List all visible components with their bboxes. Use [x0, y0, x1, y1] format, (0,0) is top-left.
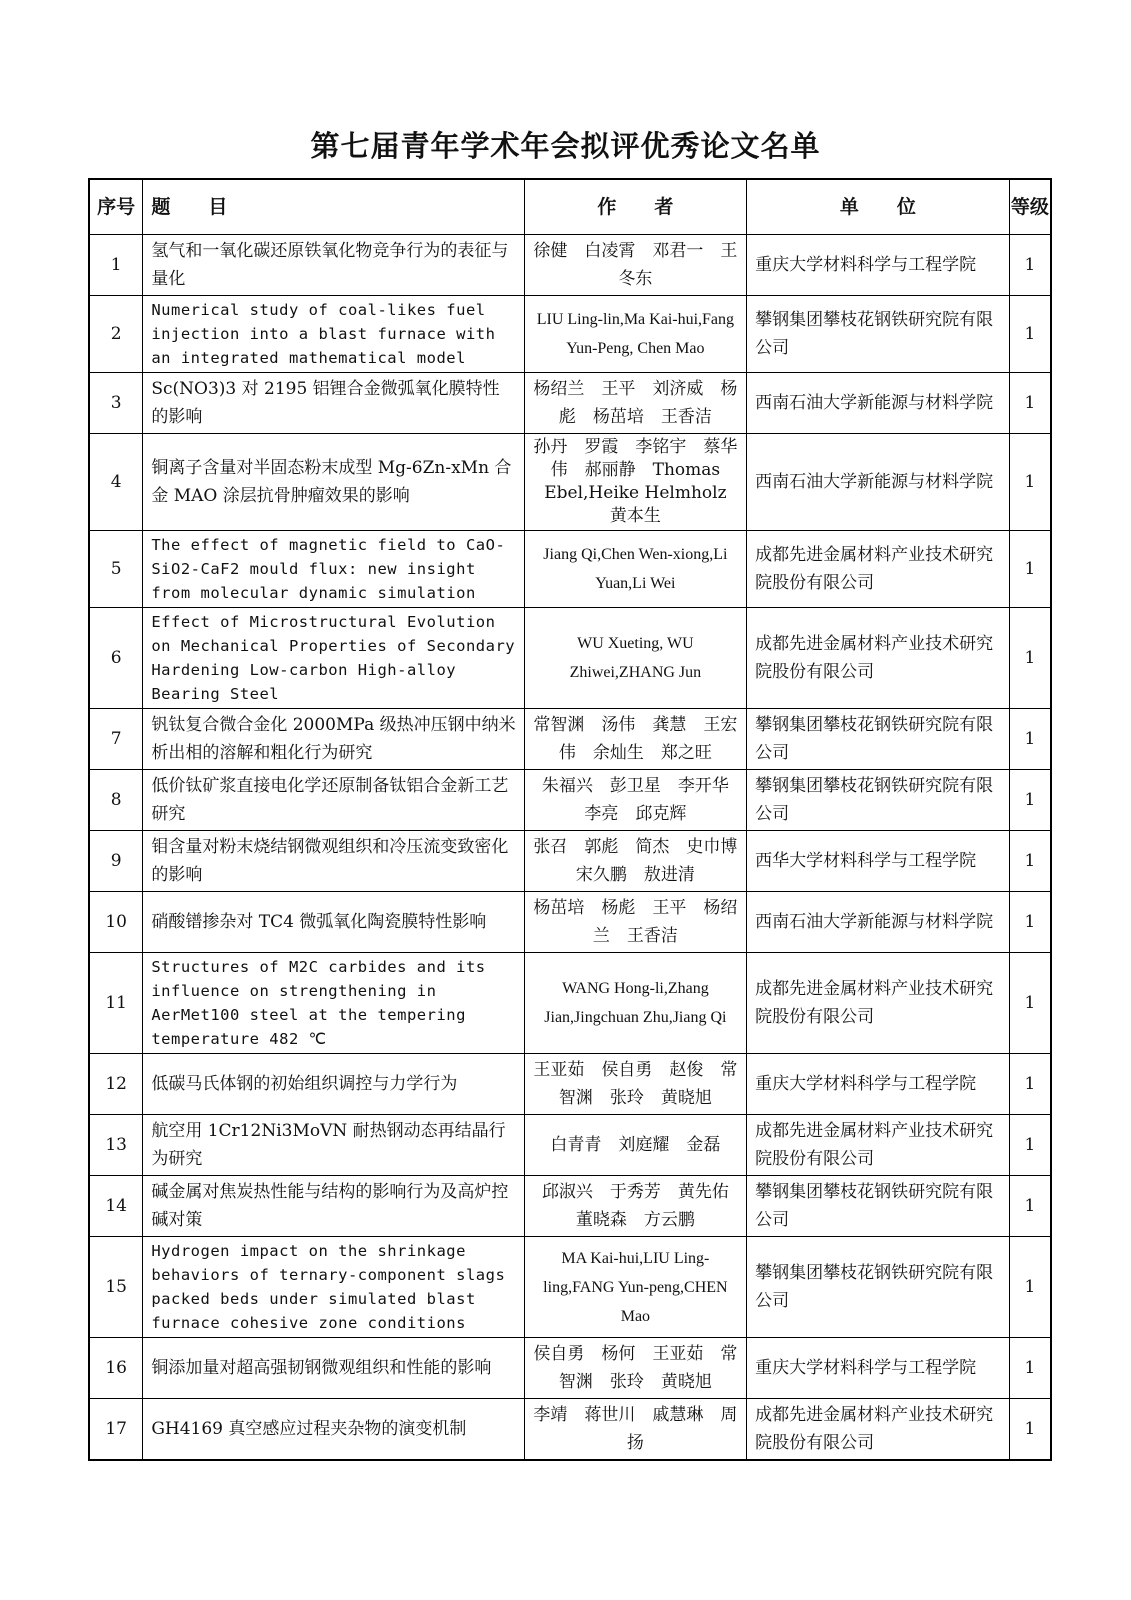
row-title: GH4169 真空感应过程夹杂物的演变机制 [143, 1399, 524, 1461]
row-authors: 王亚茹 侯自勇 赵俊 常智渊 张玲 黄晓旭 [524, 1054, 746, 1115]
row-no: 7 [89, 709, 143, 770]
table-row [89, 1176, 1051, 1237]
row-authors: 杨绍兰 王平 刘济威 杨彪 杨茁培 王香洁 [524, 373, 746, 434]
row-authors: Jiang Qi,Chen Wen-xiong,Li Yuan,Li Wei [524, 531, 746, 608]
row-unit: 西南石油大学新能源与材料学院 [747, 434, 1010, 531]
row-no: 6 [89, 608, 143, 709]
row-unit: 西南石油大学新能源与材料学院 [747, 373, 1010, 434]
table-row [89, 953, 1051, 1054]
row-no: 13 [89, 1115, 143, 1176]
row-authors: 李靖 蒋世川 戚慧琳 周扬 [524, 1399, 746, 1461]
row-no: 8 [89, 770, 143, 831]
page-title: 第七届青年学术年会拟评优秀论文名单 [310, 129, 821, 163]
row-no: 2 [89, 296, 143, 373]
row-title: 钼含量对粉末烧结钢微观组织和冷压流变致密化的影响 [143, 831, 524, 892]
row-title: 低价钛矿浆直接电化学还原制备钛铝合金新工艺研究 [143, 770, 524, 831]
row-title: 航空用 1Cr12Ni3MoVN 耐热钢动态再结晶行为研究 [143, 1115, 524, 1176]
row-authors: MA Kai-hui,LIU Ling-ling,FANG Yun-peng,CHEN Mao [524, 1237, 746, 1338]
table-row [89, 531, 1051, 608]
row-title: Numerical study of coal-likes fuel injection into a blast furnace with an integrated mathematical model [143, 296, 524, 373]
row-title: 铜离子含量对半固态粉末成型 Mg-6Zn-xMn 合金 MAO 涂层抗骨肿瘤效果的影响 [143, 434, 524, 531]
row-unit: 西南石油大学新能源与材料学院 [747, 892, 1010, 953]
row-no: 4 [89, 434, 143, 531]
row-authors: WU Xueting, WU Zhiwei,ZHANG Jun [524, 608, 746, 709]
header-title: 题 目 [143, 179, 524, 235]
row-title: Structures of M2C carbides and its influence on strengthening in AerMet100 steel at the tempering temperature 482 ℃ [143, 953, 524, 1054]
table-row [89, 1338, 1051, 1399]
header-unit: 单 位 [747, 179, 1010, 235]
row-authors: 孙丹 罗霞 李铭宇 蔡华伟 郝丽静 Thomas Ebel,Heike Helmholz 黄本生 [524, 434, 746, 531]
table-row [89, 434, 1051, 531]
row-authors: WANG Hong-li,Zhang Jian,Jingchuan Zhu,Jiang Qi [524, 953, 746, 1054]
row-grade: 1 [1009, 770, 1051, 831]
table-row [89, 770, 1051, 831]
row-unit: 攀钢集团攀枝花钢铁研究院有限公司 [747, 1237, 1010, 1338]
row-no: 14 [89, 1176, 143, 1237]
row-unit: 成都先进金属材料产业技术研究院股份有限公司 [747, 608, 1010, 709]
row-unit: 重庆大学材料科学与工程学院 [747, 1054, 1010, 1115]
row-unit: 攀钢集团攀枝花钢铁研究院有限公司 [747, 296, 1010, 373]
table-row [89, 608, 1051, 709]
row-authors: 朱福兴 彭卫星 李开华 李亮 邱克辉 [524, 770, 746, 831]
row-unit: 攀钢集团攀枝花钢铁研究院有限公司 [747, 1176, 1010, 1237]
award-list-table [88, 178, 1052, 1461]
row-authors: 常智渊 汤伟 龚慧 王宏伟 余灿生 郑之旺 [524, 709, 746, 770]
row-no: 11 [89, 953, 143, 1054]
row-title: 铜添加量对超高强韧钢微观组织和性能的影响 [143, 1338, 524, 1399]
row-title: The effect of magnetic field to CaO-SiO2-CaF2 mould flux: new insight from molecular dynamic simulation [143, 531, 524, 608]
row-unit: 成都先进金属材料产业技术研究院股份有限公司 [747, 1399, 1010, 1461]
row-unit: 成都先进金属材料产业技术研究院股份有限公司 [747, 1115, 1010, 1176]
row-no: 3 [89, 373, 143, 434]
row-no: 5 [89, 531, 143, 608]
row-authors: 邱淑兴 于秀芳 黄先佑 董晓森 方云鹏 [524, 1176, 746, 1237]
row-title: 钒钛复合微合金化 2000MPa 级热冲压钢中纳米析出相的溶解和粗化行为研究 [143, 709, 524, 770]
row-title: Effect of Microstructural Evolution on Mechanical Properties of Secondary Hardening Low-carbon High-alloy Bearing Steel [143, 608, 524, 709]
row-grade: 1 [1009, 608, 1051, 709]
row-grade: 1 [1009, 1115, 1051, 1176]
row-authors: 侯自勇 杨何 王亚茹 常智渊 张玲 黄晓旭 [524, 1338, 746, 1399]
row-authors: 杨茁培 杨彪 王平 杨绍兰 王香洁 [524, 892, 746, 953]
row-grade: 1 [1009, 1338, 1051, 1399]
header-authors: 作 者 [524, 179, 746, 235]
row-unit: 攀钢集团攀枝花钢铁研究院有限公司 [747, 770, 1010, 831]
row-title: Sc(NO3)3 对 2195 铝锂合金微弧氧化膜特性的影响 [143, 373, 524, 434]
row-unit: 西华大学材料科学与工程学院 [747, 831, 1010, 892]
row-grade: 1 [1009, 1237, 1051, 1338]
row-unit: 成都先进金属材料产业技术研究院股份有限公司 [747, 953, 1010, 1054]
row-grade: 1 [1009, 1399, 1051, 1461]
table-row [89, 1399, 1051, 1461]
table-header-row [89, 179, 1051, 235]
row-no: 16 [89, 1338, 143, 1399]
row-grade: 1 [1009, 235, 1051, 296]
row-no: 1 [89, 235, 143, 296]
row-unit: 重庆大学材料科学与工程学院 [747, 1338, 1010, 1399]
row-authors: 张召 郭彪 简杰 史巾博 宋久鹏 敖进清 [524, 831, 746, 892]
row-grade: 1 [1009, 892, 1051, 953]
row-no: 12 [89, 1054, 143, 1115]
row-grade: 1 [1009, 373, 1051, 434]
row-no: 17 [89, 1399, 143, 1461]
row-grade: 1 [1009, 831, 1051, 892]
row-grade: 1 [1009, 434, 1051, 531]
table-row [89, 1237, 1051, 1338]
row-unit: 攀钢集团攀枝花钢铁研究院有限公司 [747, 709, 1010, 770]
row-authors: 徐健 白凌霄 邓君一 王冬东 [524, 235, 746, 296]
row-no: 9 [89, 831, 143, 892]
table-row [89, 296, 1051, 373]
table-row [89, 1115, 1051, 1176]
row-title: 硝酸镨掺杂对 TC4 微弧氧化陶瓷膜特性影响 [143, 892, 524, 953]
table-row [89, 831, 1051, 892]
row-title: 碱金属对焦炭热性能与结构的影响行为及高炉控碱对策 [143, 1176, 524, 1237]
row-grade: 1 [1009, 953, 1051, 1054]
row-grade: 1 [1009, 709, 1051, 770]
header-no: 序号 [89, 179, 143, 235]
row-authors: LIU Ling-lin,Ma Kai-hui,Fang Yun-Peng, Chen Mao [524, 296, 746, 373]
header-grade: 等级 [1009, 179, 1051, 235]
table-row [89, 1054, 1051, 1115]
table-row [89, 373, 1051, 434]
table-row [89, 709, 1051, 770]
row-title: 氢气和一氧化碳还原铁氧化物竞争行为的表征与量化 [143, 235, 524, 296]
table-row [89, 892, 1051, 953]
row-unit: 成都先进金属材料产业技术研究院股份有限公司 [747, 531, 1010, 608]
row-authors: 白青青 刘庭耀 金磊 [524, 1115, 746, 1176]
row-grade: 1 [1009, 1176, 1051, 1237]
row-grade: 1 [1009, 531, 1051, 608]
row-no: 10 [89, 892, 143, 953]
row-no: 15 [89, 1237, 143, 1338]
table-row [89, 235, 1051, 296]
row-grade: 1 [1009, 1054, 1051, 1115]
row-unit: 重庆大学材料科学与工程学院 [747, 235, 1010, 296]
row-title: 低碳马氏体钢的初始组织调控与力学行为 [143, 1054, 524, 1115]
row-grade: 1 [1009, 296, 1051, 373]
row-title: Hydrogen impact on the shrinkage behaviors of ternary-component slags packed beds under simulated blast furnace cohesive zone conditions [143, 1237, 524, 1338]
